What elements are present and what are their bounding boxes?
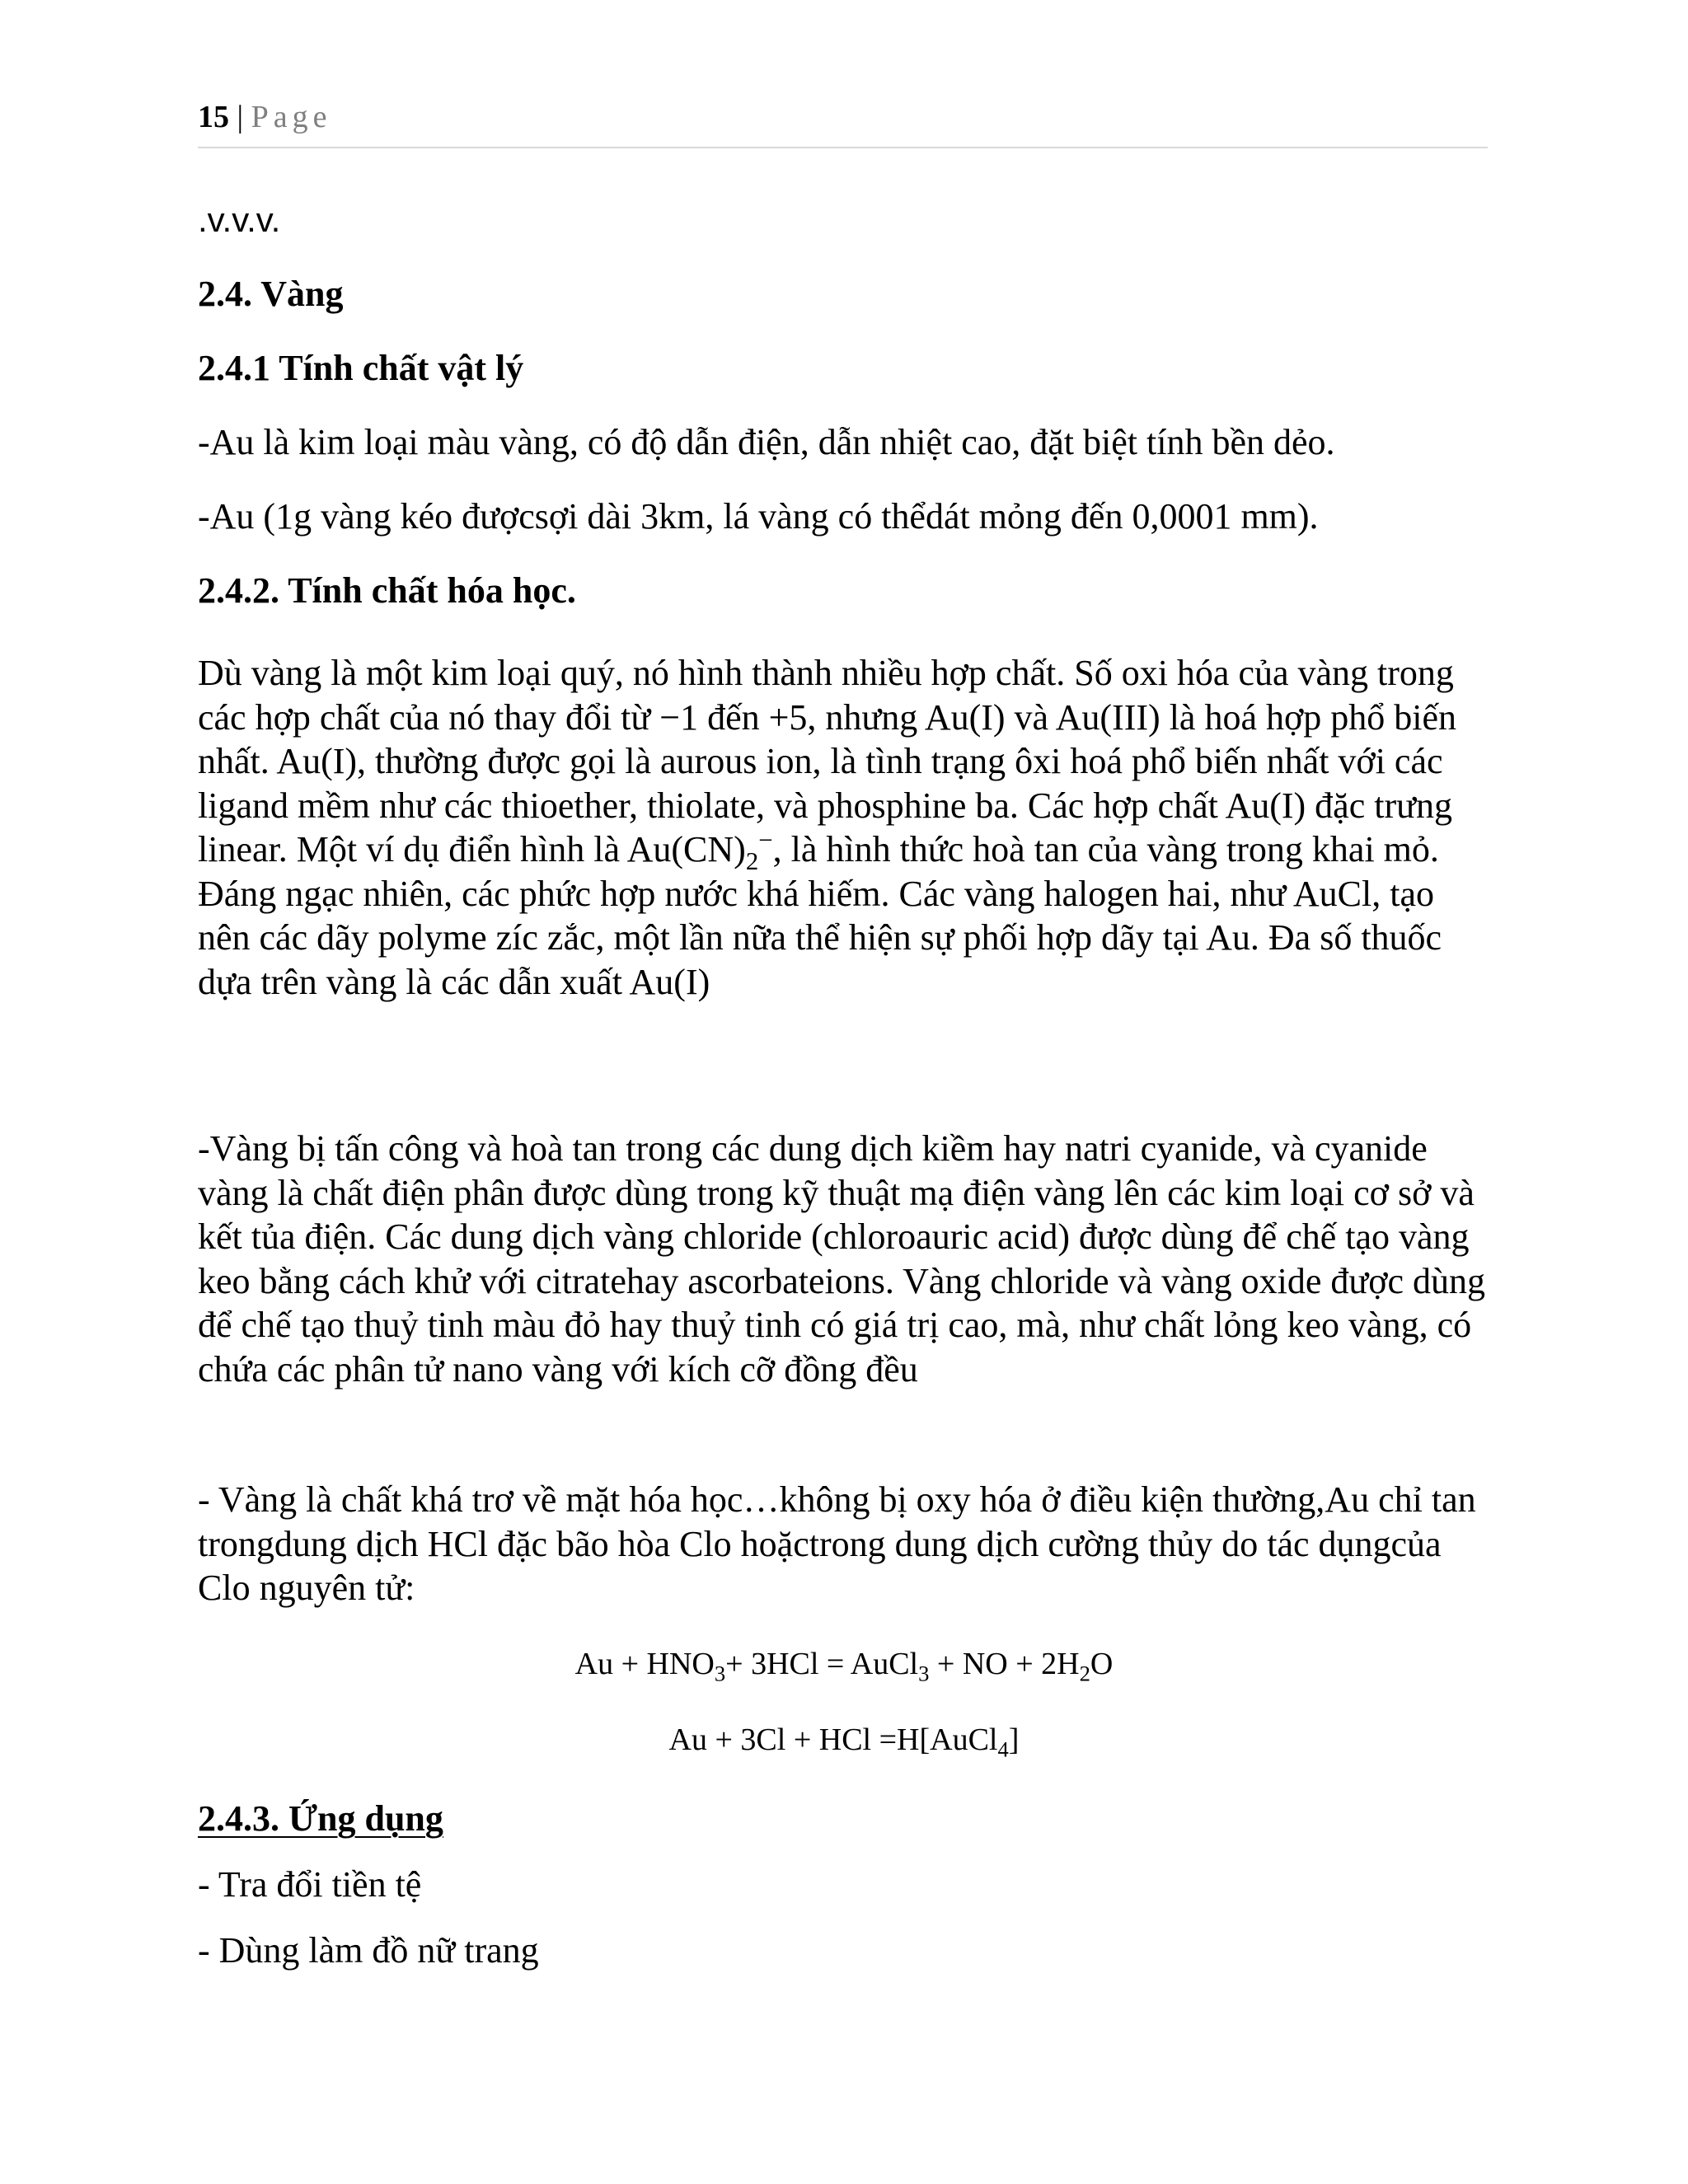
physical-line-2: -Au (1g vàng kéo đượcsợi dài 3km, lá vàng có thểdát mỏng đến 0,0001 mm). <box>198 496 1319 537</box>
application-item-2: - Dùng làm đồ nữ trang <box>198 1930 539 1971</box>
equation-1-part-4: O <box>1090 1647 1114 1681</box>
equation-1-part-1: Au + HNO <box>574 1647 715 1681</box>
chemical-paragraph-1-subscript: 2 <box>745 846 759 875</box>
chemical-properties-title: 2.4.2. Tính chất hóa học. <box>198 570 576 611</box>
equation-1-part-2: + 3HCl = AuCl <box>725 1647 919 1681</box>
equation-1-part-3: + NO + 2H <box>929 1647 1080 1681</box>
equation-2-sub-1: 4 <box>997 1736 1009 1762</box>
section-title: 2.4. Vàng <box>198 274 344 314</box>
chemical-paragraph-2: -Vàng bị tấn công và hoà tan trong các dung dịch kiềm hay natri cyanide, và cyanide vàng là chất điện phân được dùng trong kỹ thuật mạ điện vàng lên các kim loại cơ sở và kết tủa điện. Các dung dịch vàng chloride (chloroauric acid) được dùng để chế tạo vàng keo bằng cách khử với citratehay ascorbateions. Vàng chloride và vàng oxide được dùng để chế tạo thuỷ tinh màu đỏ hay thuỷ tinh có giá trị cao, mà, như chất lỏng keo vàng, có chứa các phân tử nano vàng với kích cỡ đồng đều <box>198 1128 1486 1390</box>
equation-2 <box>0 1720 1688 1760</box>
equation-1-sub-3: 2 <box>1079 1661 1090 1686</box>
equation-2-part-1: Au + 3Cl + HCl =H[AuCl <box>668 1722 998 1757</box>
chemical-paragraph-1-part-a: Dù vàng là một kim loại quý, nó hình thành nhiều hợp chất. Số oxi hóa của vàng trong các hợp chất của nó thay đổi từ −1 đến +5, nhưng Au(I) và Au(III) là hoá hợp phổ biến nhất. Au(I), thường được gọi là aurous ion, là tình trạng ôxi hoá phổ biến nhất với các ligand mềm như các thioether, thiolate, và phosphine ba. Các hợp chất Au(I) đặc trưng linear. Một ví dụ điển hình là Au(CN) <box>198 653 1457 869</box>
equation-1 <box>0 1644 1688 1684</box>
chemical-paragraph-3: - Vàng là chất khá trơ về mặt hóa học…không bị oxy hóa ở điều kiện thường,Au chỉ tan trongdung dịch HCl đặc bão hòa Clo hoặctrong dung dịch cường thủy do tác dụngcủa Clo nguyên tử: <box>198 1479 1476 1608</box>
page-header <box>198 97 1488 148</box>
equation-1-sub-1: 3 <box>714 1661 726 1686</box>
equation-2-part-2: ] <box>1008 1722 1020 1757</box>
header-separator: | <box>229 100 251 134</box>
chemical-paragraph-1-part-b: , là hình thức hoà tan của vàng trong khai mỏ. Đáng ngạc nhiên, các phức hợp nước khá hiếm. Các vàng halogen hai, như AuCl, tạo nên các dãy polyme zíc zắc, một lần nữa thể hiện sự phối hợp dãy tại Au. Đa số thuốc dựa trên vàng là các dẫn xuất Au(I) <box>198 829 1442 1002</box>
physical-line-1: -Au là kim loại màu vàng, có độ dẫn điện, dẫn nhiệt cao, đặt biệt tính bền dẻo. <box>198 422 1335 462</box>
chemical-paragraph-1-superscript: − <box>758 826 773 855</box>
lead-text: .v.v.v. <box>198 200 281 239</box>
page-word: Page <box>251 100 332 134</box>
chemical-paragraph-1 <box>198 651 1488 1004</box>
page-number: 15 <box>198 100 229 134</box>
applications-title: 2.4.3. Ứng dụng <box>198 1798 443 1839</box>
equation-1-sub-2: 3 <box>918 1661 930 1686</box>
physical-properties-title: 2.4.1 Tính chất vật lý <box>198 348 524 388</box>
application-item-1: - Tra đổi tiền tệ <box>198 1864 422 1905</box>
